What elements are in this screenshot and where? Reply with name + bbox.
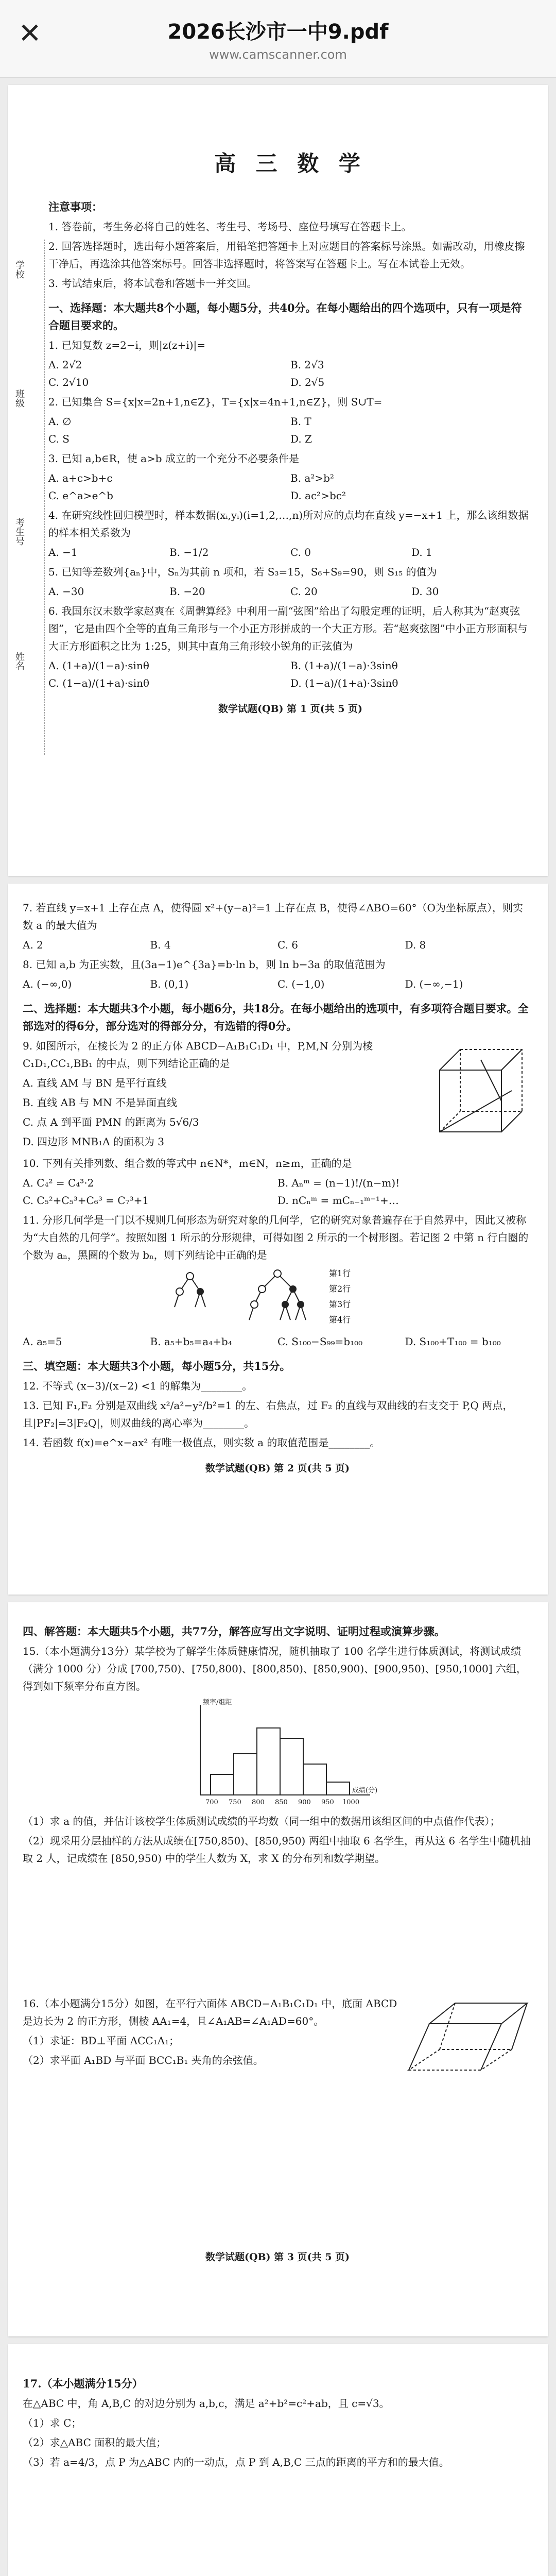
option: D. Z bbox=[290, 433, 312, 445]
notice-item: 1. 答卷前，考生务必将自己的姓名、考生号、考场号、座位号填写在答题卡上。 bbox=[48, 221, 412, 233]
pdf-page-1 bbox=[8, 85, 548, 876]
notice-heading: 注意事项： bbox=[48, 200, 102, 213]
question-options bbox=[48, 544, 532, 561]
option: B. −20 bbox=[169, 585, 205, 598]
question-stem: 5. 已知等差数列{aₙ}中，Sₙ为其前 n 项和，若 S₃=15，S₆+S₉=90，则 S₁₅ 的值为 bbox=[48, 566, 437, 578]
question-options bbox=[23, 1174, 532, 1209]
hist-tick-label: 800 bbox=[252, 1799, 265, 1806]
question-stem: 10. 下列有关排列数、组合数的等式中 n∈N*，m∈N，n≥m，正确的是 bbox=[23, 1157, 352, 1170]
question-part: （1）求证：BD⊥平面 ACC₁A₁； bbox=[23, 2035, 180, 2047]
option: C. (1−a)/(1+a)·sinθ bbox=[48, 677, 150, 689]
option: A. −30 bbox=[48, 585, 84, 598]
question-stem: 16.（本小题满分15分）如图，在平行六面体 ABCD−A₁B₁C₁D₁ 中，底面 ABCD 是边长为 2 的正方形，侧棱 AA₁=4，且∠A₁AB=∠A₁AD=60°。 bbox=[23, 1997, 397, 2027]
section-heading: 四、解答题：本大题共5个小题，共77分，解答应写出文字说明、证明过程或演算步骤。 bbox=[23, 1625, 445, 1638]
page-footer: 数学试题(QB) 第 3 页(共 5 页) bbox=[205, 2251, 350, 2263]
question-stem: 4. 在研究线性回归模型时，样本数据(xᵢ,yᵢ)(i=1,2,…,n)所对应的点均在直线 y=−x+1 上，那么该组数据的样本相关系数为 bbox=[48, 509, 529, 539]
question-part: （2）现采用分层抽样的方法从成绩在[750,850)、[850,950) 两组中抽取 6 名学生，再从这 6 名学生中随机抽取 2 人，记成绩在 [850,950) 中的学生人数为 X，求 X 的分布列和数学期望。 bbox=[23, 1835, 531, 1865]
hist-tick-label: 700 bbox=[205, 1799, 218, 1806]
option: B. Aₙᵐ = (n−1)!/(n−m)! bbox=[277, 1177, 400, 1189]
hist-ylabel: 频率/组距 bbox=[203, 1699, 232, 1706]
histogram-figure bbox=[175, 1697, 380, 1810]
option: C. e^a>e^b bbox=[48, 489, 113, 502]
question-options bbox=[23, 1333, 532, 1350]
question-part: （2）求平面 A₁BD 与平面 BCC₁B₁ 夹角的余弦值。 bbox=[23, 2054, 264, 2066]
document-title: 2026长沙市一中9.pdf bbox=[167, 20, 389, 44]
question-stem: 1. 已知复数 z=2−i，则|z(z+i)|= bbox=[48, 339, 206, 351]
option: C. S bbox=[48, 433, 70, 445]
option: D. (1−a)/(1+a)·3sinθ bbox=[290, 677, 398, 689]
question-part: （1）求 a 的值，并估计该校学生体质测试成绩的平均数（同一组中的数据用该组区间的中点值作代表）； bbox=[23, 1815, 500, 1827]
option: D. 2√5 bbox=[290, 376, 325, 388]
exam-title: 高 三 数 学 bbox=[214, 151, 367, 176]
option: B. 直线 AB 与 MN 不是异面直线 bbox=[23, 1096, 177, 1109]
option: A. a+c>b+c bbox=[48, 472, 113, 484]
option: B. T bbox=[290, 415, 311, 428]
hist-xlabel: 成绩(分) bbox=[352, 1787, 378, 1794]
binding-label: 班级 bbox=[14, 389, 25, 408]
notice-item: 3. 考试结束后，将本试卷和答题卡一并交回。 bbox=[48, 277, 257, 290]
page-footer: 数学试题(QB) 第 2 页(共 5 页) bbox=[205, 1463, 350, 1474]
option: D. 1 bbox=[411, 546, 432, 558]
question-options bbox=[48, 356, 532, 391]
option: A. 2 bbox=[23, 939, 43, 951]
option: B. −1/2 bbox=[169, 546, 209, 558]
question-options bbox=[48, 469, 532, 504]
tree-row-label: 第3行 bbox=[329, 1299, 351, 1309]
option: A. a₅=5 bbox=[23, 1335, 62, 1348]
question-stem: 8. 已知 a,b 为正实数，且(3a−1)e^{3a}=b·ln b，则 ln b−3a 的取值范围为 bbox=[23, 958, 386, 971]
question-stem: 14. 若函数 f(x)=e^x−ax² 有唯一极值点，则实数 a 的取值范围是________。 bbox=[23, 1436, 380, 1449]
hist-tick-label: 900 bbox=[298, 1799, 311, 1806]
hist-tick-label: 750 bbox=[229, 1799, 241, 1806]
option: A. −1 bbox=[48, 546, 78, 558]
question-options bbox=[23, 975, 532, 993]
option: B. 2√3 bbox=[290, 359, 324, 371]
notice-item: 2. 回答选择题时，选出每小题答案后，用铅笔把答题卡上对应题目的答案标号涂黑。如需改动，用橡皮擦干净后，再选涂其他答案标号。回答非选择题时，将答案写在答题卡上。写在本试卷上无效。 bbox=[48, 240, 525, 270]
option: D. 8 bbox=[405, 939, 426, 951]
option: C. 6 bbox=[277, 939, 299, 951]
question-stem: 12. 不等式 (x−3)/(x−2) <1 的解集为________。 bbox=[23, 1380, 253, 1392]
question-part: （2）求△ABC 面积的最大值； bbox=[23, 2436, 167, 2449]
question-options bbox=[23, 936, 532, 954]
close-icon[interactable]: ✕ bbox=[18, 16, 42, 49]
tree-row-label: 第1行 bbox=[329, 1268, 351, 1278]
question-options bbox=[48, 657, 532, 692]
question-stem: 6. 我国东汉末数学家赵爽在《周髀算经》中利用一副“弦图”给出了勾股定理的证明，后人称其为“赵爽弦图”，它是由四个全等的直角三角形与一个小正方形拼成的一个大正方形。若“赵爽弦图”中小正方形面积与大正方形面积之比为 1:25，则其中直角三角形较小锐角的正弦值为 bbox=[48, 605, 528, 652]
option: B. (1+a)/(1−a)·3sinθ bbox=[290, 659, 398, 672]
option: C. 点 A 到平面 PMN 的距离为 5√6/3 bbox=[23, 1116, 199, 1128]
hist-tick-label: 850 bbox=[275, 1799, 288, 1806]
question-stem: 2. 已知集合 S={x|x=2n+1,n∈Z}，T={x|x=4n+1,n∈Z}，则 S∪T= bbox=[48, 396, 383, 408]
option: B. a₅+b₅=a₄+b₄ bbox=[150, 1335, 232, 1348]
question-heading: 17.（本小题满分15分） bbox=[23, 2377, 143, 2390]
section-heading: 三、填空题：本大题共3个小题，每小题5分，共15分。 bbox=[23, 1360, 291, 1372]
question-part: （3）若 a=4/3，点 P 为△ABC 内的一动点，点 P 到 A,B,C 三点的距离的平方和的最大值。 bbox=[23, 2456, 449, 2468]
tree-row-label: 第2行 bbox=[329, 1284, 351, 1294]
binding-label: 学校 bbox=[14, 260, 25, 279]
fractal-tree-figure bbox=[159, 1266, 396, 1333]
option: D. 四边形 MNB₁A 的面积为 3 bbox=[23, 1136, 164, 1148]
tree-row-label: 第4行 bbox=[329, 1315, 351, 1325]
question-stem: 3. 已知 a,b∈R，使 a>b 成立的一个充分不必要条件是 bbox=[48, 452, 299, 465]
question-options bbox=[48, 413, 532, 448]
option: D. 30 bbox=[411, 585, 439, 598]
viewer-toolbar bbox=[0, 0, 556, 78]
document-subtitle: www.camscanner.com bbox=[209, 47, 347, 62]
option: C. S₁₀₀−S₉₉=b₁₀₀ bbox=[277, 1335, 363, 1348]
question-stem: 9. 如图所示，在棱长为 2 的正方体 ABCD−A₁B₁C₁D₁ 中，P,M,N 分别为棱 C₁D₁,CC₁,BB₁ 的中点，则下列结论正确的是 bbox=[23, 1040, 373, 1070]
hist-tick-label: 950 bbox=[321, 1799, 334, 1806]
option: B. a²>b² bbox=[290, 472, 334, 484]
question-stem: 11. 分形几何学是一门以不规则几何形态为研究对象的几何学，它的研究对象普遍存在于自然界中，因此又被称为“大自然的几何学”。按照如图 1 所示的分形规律，可得如图 2 所示的一个树形图。若记图 2 中第 n 行白圈的个数为 aₙ，黑圈的个数为 bₙ，则下列结论中正确的是 bbox=[23, 1214, 529, 1261]
option: A. (−∞,0) bbox=[23, 978, 72, 990]
pdf-page-4 bbox=[8, 2344, 548, 2576]
option: C. 20 bbox=[290, 585, 318, 598]
option: C. (−1,0) bbox=[277, 978, 325, 990]
option: D. ac²>bc² bbox=[290, 489, 346, 502]
cube-figure bbox=[429, 1039, 532, 1142]
pdf-page-3 bbox=[8, 1602, 548, 2336]
question-stem: 在△ABC 中，角 A,B,C 的对边分别为 a,b,c，满足 a²+b²=c²+ab，且 c=√3。 bbox=[23, 2397, 390, 2410]
option: A. ∅ bbox=[48, 415, 72, 428]
section-heading: 一、选择题：本大题共8个小题，每小题5分，共40分。在每小题给出的四个选项中，只有一项是符合题目要求的。 bbox=[48, 301, 522, 332]
page-footer: 数学试题(QB) 第 1 页(共 5 页) bbox=[218, 703, 363, 715]
section-heading: 二、选择题：本大题共3个小题，每小题6分，共18分。在每小题给出的选项中，有多项符合题目要求。全部选对的得6分，部分选对的得部分分，有选错的得0分。 bbox=[23, 1002, 529, 1032]
option: A. (1+a)/(1−a)·sinθ bbox=[48, 659, 149, 672]
option: C. 0 bbox=[290, 546, 311, 558]
binding-label: 考生号 bbox=[14, 518, 25, 546]
option: C. 2√10 bbox=[48, 376, 89, 388]
option: B. 4 bbox=[150, 939, 171, 951]
option: A. 2√2 bbox=[48, 359, 82, 371]
option: C. C₅²+C₅³+C₆³ = C₇³+1 bbox=[23, 1194, 149, 1207]
option: D. (−∞,−1) bbox=[405, 978, 463, 990]
question-stem: 7. 若直线 y=x+1 上存在点 A，使得圆 x²+(y−a)²=1 上存在点 B，使得∠ABO=60°（O为坐标原点），则实数 a 的最大值为 bbox=[23, 902, 523, 931]
option: D. S₁₀₀+T₁₀₀ = b₁₀₀ bbox=[405, 1335, 501, 1348]
parallelepiped-figure bbox=[398, 1993, 532, 2086]
question-part: （1）求 C； bbox=[23, 2417, 82, 2429]
option: D. nCₙᵐ = mCₙ₋₁ᵐ⁻¹+… bbox=[277, 1194, 399, 1207]
binding-label: 姓名 bbox=[14, 652, 25, 670]
option: A. C₄² = C₄³·2 bbox=[23, 1177, 94, 1189]
question-stem: 15.（本小题满分13分）某学校为了解学生体质健康情况，随机抽取了 100 名学生进行体质测试，将测试成绩（满分 1000 分）分成 [700,750)、[750,800)、[800,850)、[850,900)、[900,950)、[950,1000] 六组，得到如下频率分布直方图。 bbox=[23, 1645, 527, 1692]
hist-tick-label: 1000 bbox=[342, 1799, 360, 1806]
question-options bbox=[48, 583, 532, 600]
binding-margin bbox=[8, 240, 45, 755]
pdf-page-2 bbox=[8, 884, 548, 1595]
question-stem: 13. 已知 F₁,F₂ 分别是双曲线 x²/a²−y²/b²=1 的左、右焦点，过 F₂ 的直线与双曲线的右支交于 P,Q 两点，且|PF₂|=3|F₂Q|，则双曲线的离心率为________。 bbox=[23, 1399, 513, 1429]
option: B. (0,1) bbox=[150, 978, 189, 990]
option: A. 直线 AM 与 BN 是平行直线 bbox=[23, 1077, 167, 1089]
